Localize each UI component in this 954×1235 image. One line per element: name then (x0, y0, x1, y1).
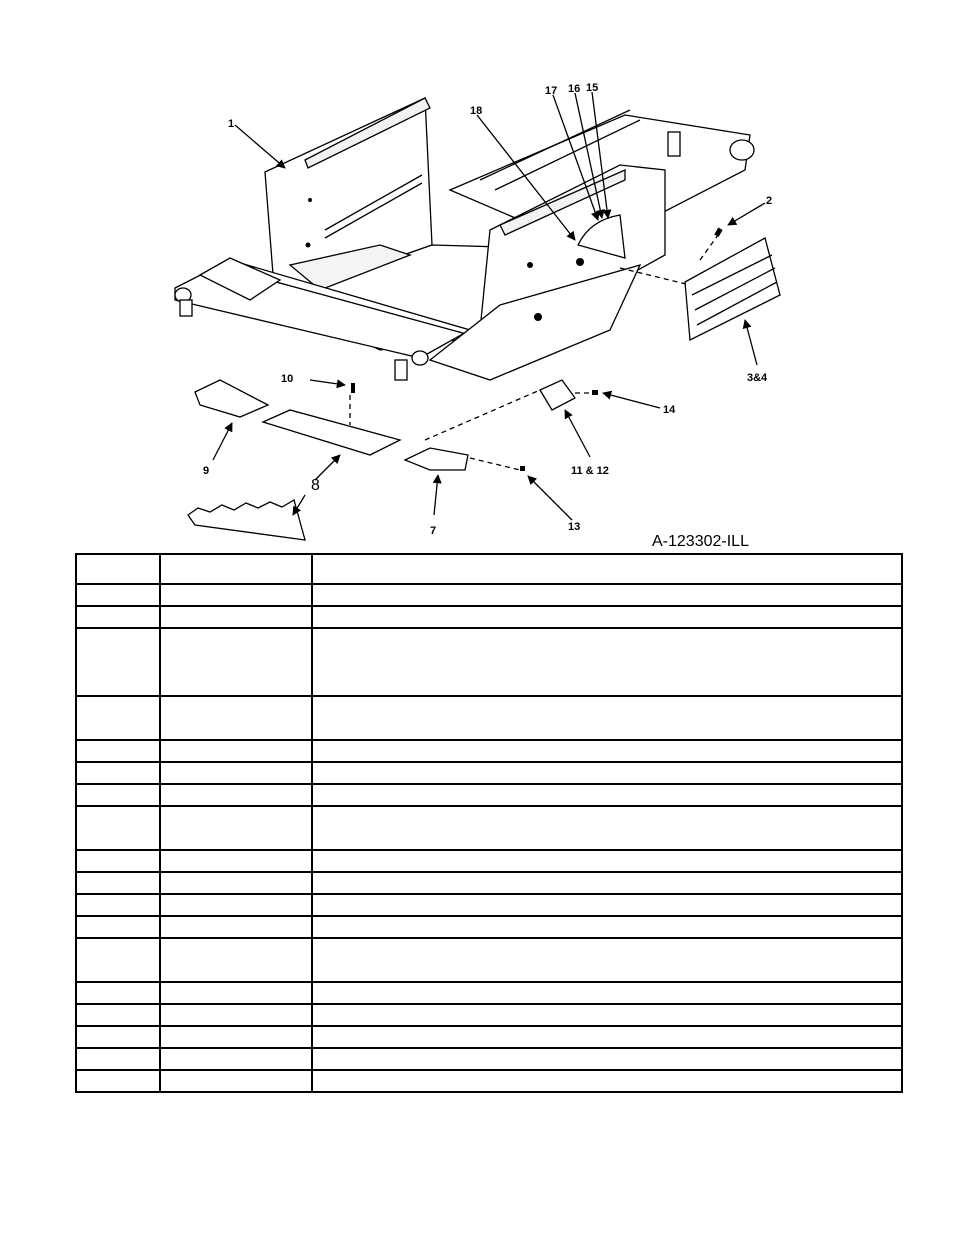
table-row (76, 1070, 902, 1092)
table-row (76, 916, 902, 938)
table-row (76, 938, 902, 982)
callout-7: 7 (430, 525, 437, 537)
table-row (76, 696, 902, 740)
table-row (76, 740, 902, 762)
table-cell (76, 784, 160, 806)
table-cell (312, 872, 902, 894)
table-cell (312, 554, 902, 584)
table-cell (76, 762, 160, 784)
table-row (76, 982, 902, 1004)
callout-3-4: 3&4 (747, 372, 768, 384)
table-cell (312, 584, 902, 606)
table-cell (312, 894, 902, 916)
table-cell (160, 554, 312, 584)
table-cell (160, 938, 312, 982)
table-cell (312, 938, 902, 982)
table-cell (312, 850, 902, 872)
callout-16: 16 (568, 83, 581, 95)
table-cell (160, 784, 312, 806)
table-cell (76, 740, 160, 762)
table-cell (160, 1070, 312, 1092)
table-cell (312, 762, 902, 784)
table-cell (76, 606, 160, 628)
parts-list-table (75, 553, 903, 1093)
table-row (76, 606, 902, 628)
table-row (76, 806, 902, 850)
table-row (76, 784, 902, 806)
table-cell (312, 1070, 902, 1092)
exploded-parts-illustration (160, 70, 800, 550)
table-cell (160, 696, 312, 740)
callout-1: 1 (228, 118, 235, 130)
table-cell (76, 894, 160, 916)
table-cell (76, 850, 160, 872)
table-cell (76, 1070, 160, 1092)
callout-10: 10 (281, 373, 294, 385)
callout-2: 2 (766, 195, 773, 207)
table-cell (160, 584, 312, 606)
table-cell (160, 894, 312, 916)
table-cell (312, 628, 902, 696)
callout-11-12: 11 & 12 (571, 465, 609, 477)
table-row (76, 850, 902, 872)
table-row (76, 1026, 902, 1048)
table-row (76, 872, 902, 894)
table-cell (312, 1048, 902, 1070)
table-cell (312, 982, 902, 1004)
table-cell (312, 740, 902, 762)
table-cell (160, 982, 312, 1004)
table-cell (76, 982, 160, 1004)
table-cell (76, 916, 160, 938)
table-cell (76, 1048, 160, 1070)
table-cell (160, 872, 312, 894)
table-cell (312, 916, 902, 938)
table-row (76, 1048, 902, 1070)
table-cell (76, 1026, 160, 1048)
table-row (76, 554, 902, 584)
table-cell (160, 850, 312, 872)
callout-13: 13 (568, 521, 581, 533)
table-cell (160, 762, 312, 784)
table-row (76, 762, 902, 784)
table-cell (312, 1026, 902, 1048)
table-cell (160, 628, 312, 696)
table-cell (160, 606, 312, 628)
table-cell (312, 784, 902, 806)
table-row (76, 894, 902, 916)
figure-id-label: A-123302-ILL (652, 533, 749, 550)
table-cell (160, 806, 312, 850)
callout-8: 8 (311, 477, 320, 494)
callout-18: 18 (470, 105, 483, 117)
table-cell (160, 916, 312, 938)
callout-14: 14 (663, 404, 676, 416)
table-cell (160, 1026, 312, 1048)
table-cell (312, 606, 902, 628)
table-cell (160, 740, 312, 762)
callout-15: 15 (586, 82, 599, 94)
callout-17: 17 (545, 85, 558, 97)
table-row (76, 584, 902, 606)
table-cell (312, 1004, 902, 1026)
table-cell (76, 1004, 160, 1026)
table-cell (76, 938, 160, 982)
frame-assembly-drawing (160, 70, 800, 550)
table-cell (160, 1048, 312, 1070)
table-cell (76, 554, 160, 584)
table-row (76, 628, 902, 696)
table-cell (312, 806, 902, 850)
table-cell (160, 1004, 312, 1026)
table-cell (76, 806, 160, 850)
table-cell (76, 872, 160, 894)
table-cell (76, 584, 160, 606)
table-cell (76, 696, 160, 740)
table-row (76, 1004, 902, 1026)
callout-9: 9 (203, 465, 210, 477)
table-cell (312, 696, 902, 740)
table-cell (76, 628, 160, 696)
